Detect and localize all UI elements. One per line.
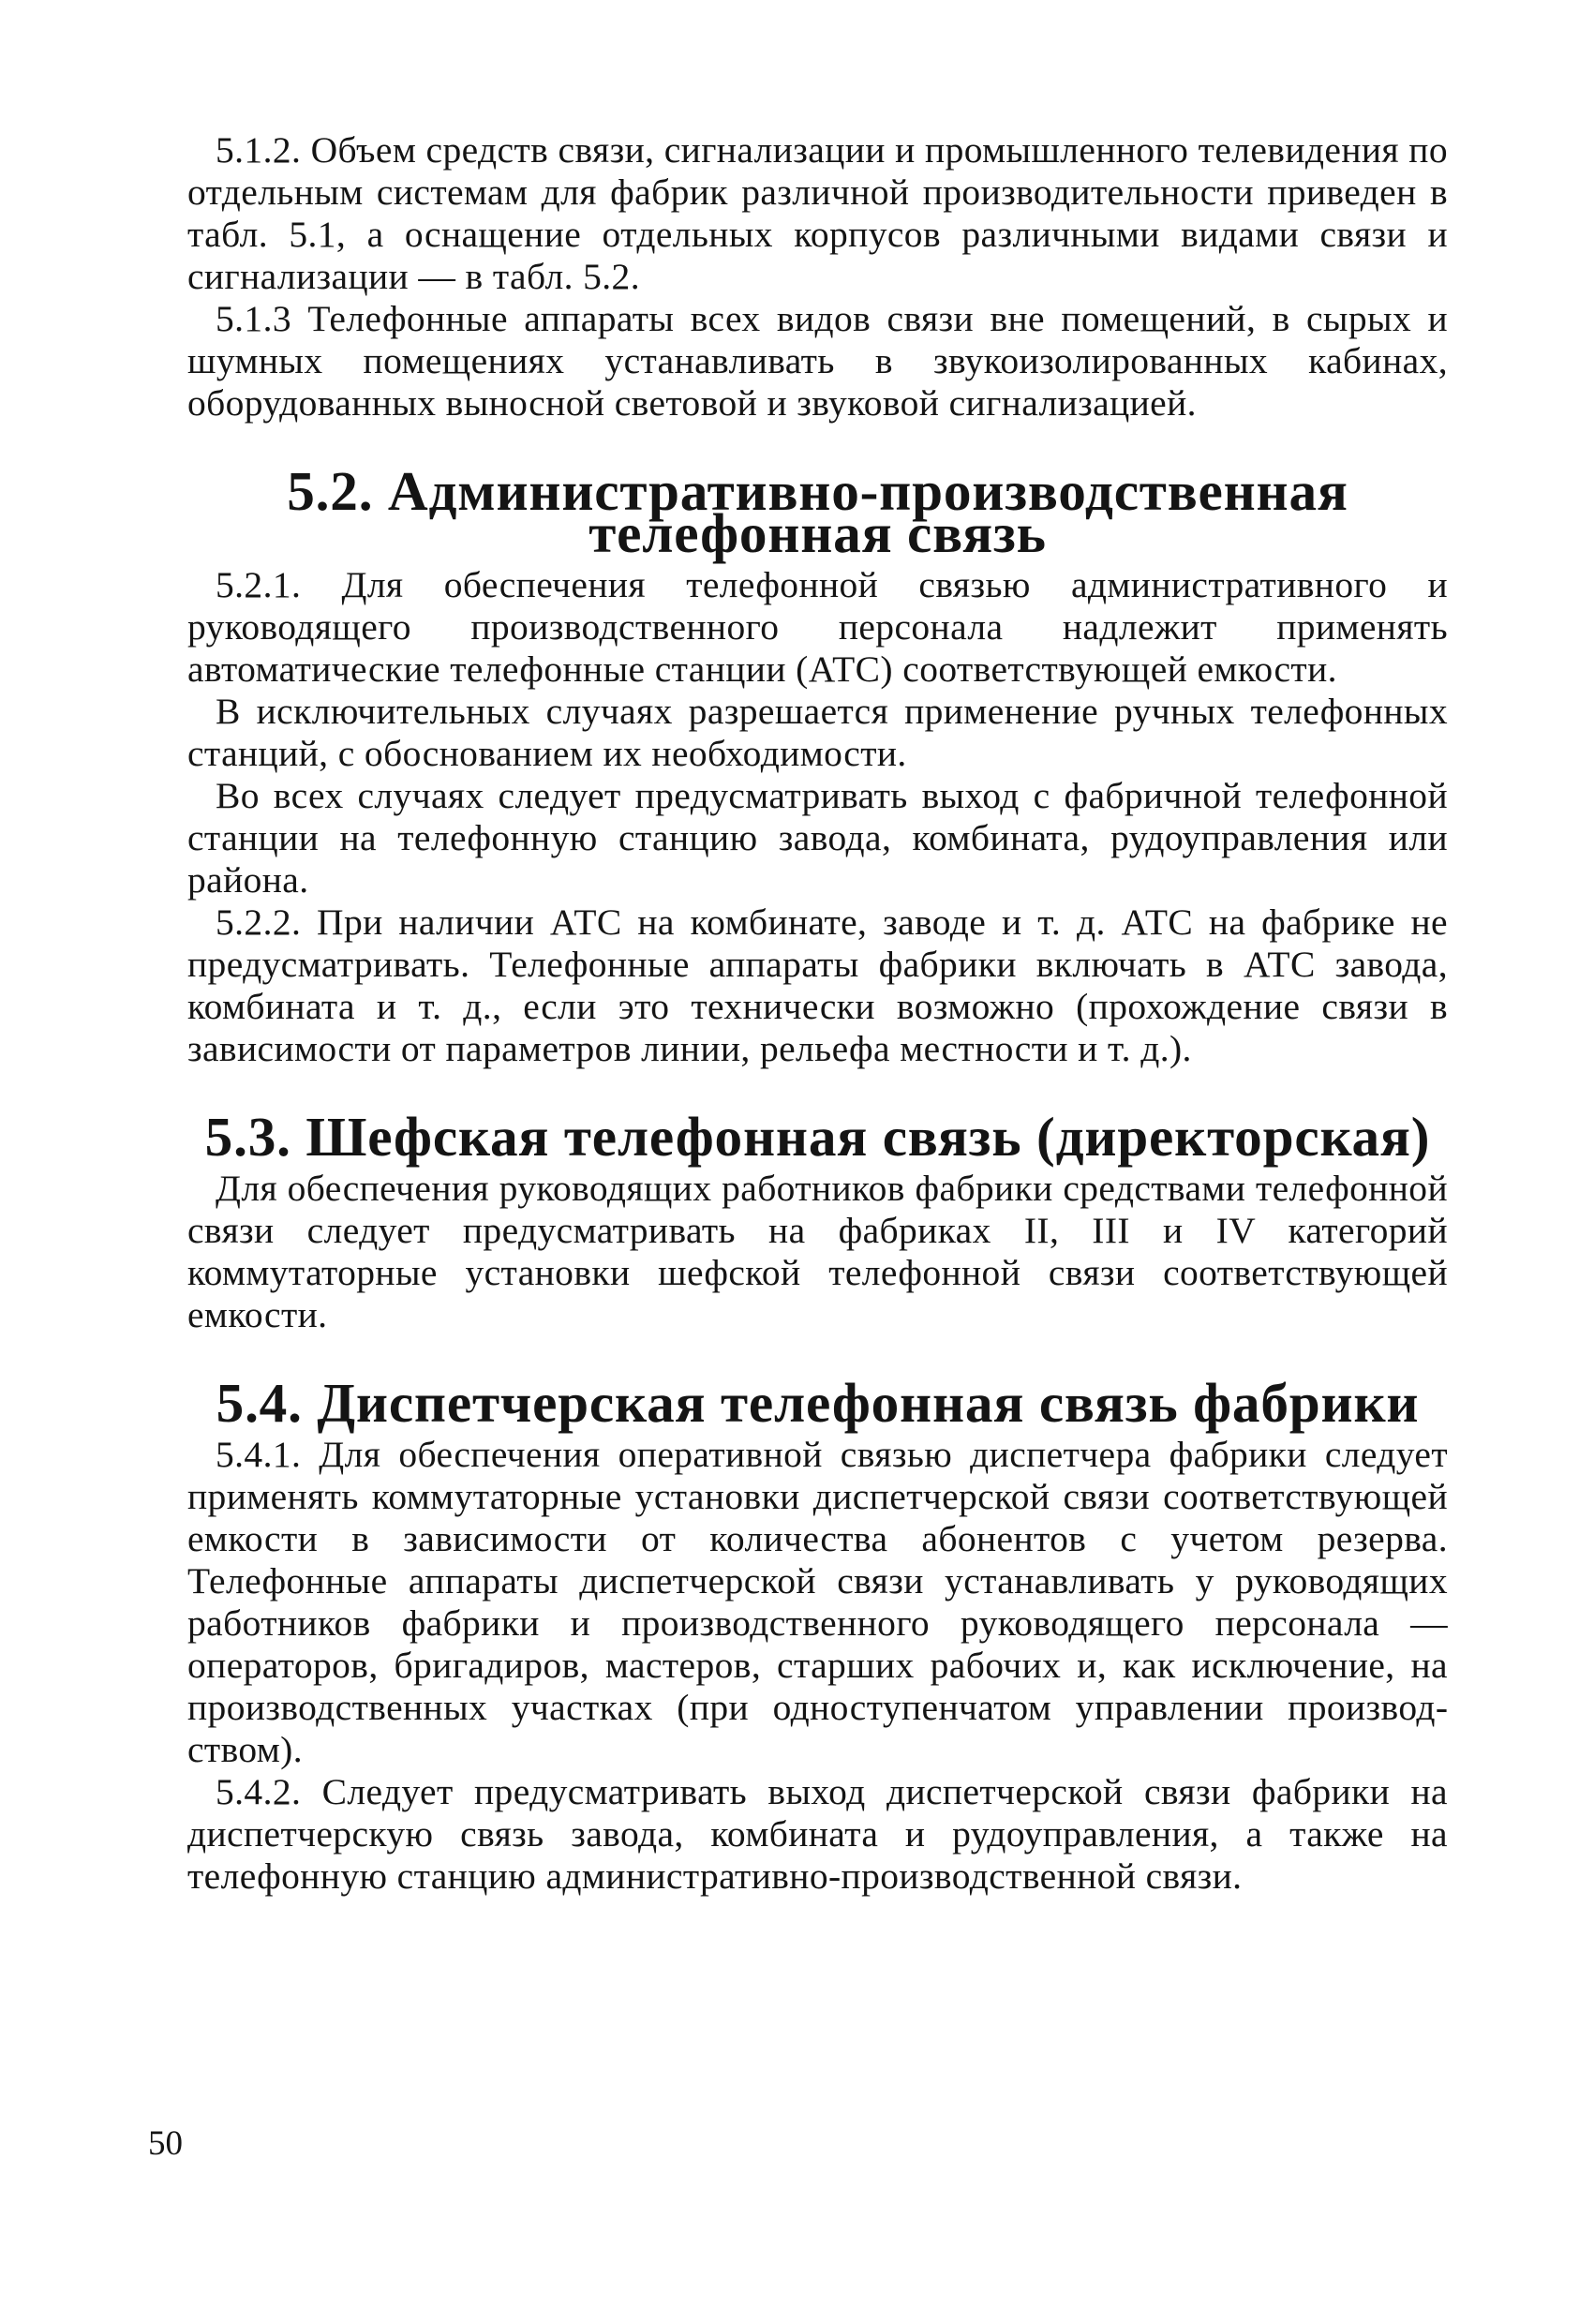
section-heading-5-2: 5.2. Административно-производственная телефонная связь <box>287 460 1348 564</box>
paragraph-5-2-2: 5.2.2. При наличии АТС на комбинате, заводе и т. д. АТС на фабрике не предусматривать. Телефонные аппараты фабрики включать в АТС завода, комбината и т. д., если это технически возможно (прохождение связи в зависимости от параметров линии, рельефа местности и т. д.). <box>187 901 1448 1069</box>
section-heading-5-3: 5.3. Шефская телефонная связь (директорская) <box>204 1106 1431 1168</box>
paragraph-5-4-1: 5.4.1. Для обеспечения оперативной связью диспетчера фабрики следует применять коммутаторные установки диспетчерской связи соответствующей емкости в зависимости от количества абонентов с учетом резерва. Телефонные аппараты диспетчерской связи устанавливать у руководящих работников фабрики и производственного руководящего персонала — операторов, бригадиров, мастеров, старших рабочих и, как исключение, на производственных участках (при одноступенчатом управлении производством). <box>187 1434 1448 1770</box>
section-heading-5-4: 5.4. Диспетчерская телефонная связь фабрики <box>216 1372 1420 1434</box>
paragraph-5-2-1: 5.2.1. Для обеспечения телефонной связью административного и руководящего производственного персонала надлежит применять автоматические телефонные станции (АТС) соответствующей емкости. <box>187 564 1448 690</box>
paragraph-5-4-2: 5.4.2. Следует предусматривать выход диспетчерской связи фабрики на диспетчерскую связь завода, комбината и рудоуправления, а также на телефонную станцию административно-производственной связи. <box>187 1771 1448 1897</box>
paragraph-5-2-1-external-exit: Во всех случаях следует предусматривать выход с фабричной телефонной станции на телефонную станцию завода, комбината, рудоуправления или района. <box>187 775 1448 901</box>
paragraph-5-1-3: 5.1.3 Телефонные аппараты всех видов связи вне помещений, в сырых и шумных помещениях устанавливать в звукоизолированных кабинах, оборудованных выносной световой и звуковой сигнализацией. <box>187 298 1448 424</box>
paragraph-5-1-2: 5.1.2. Объем средств связи, сигнализации и промышленного телевидения по отдельным системам для фабрик различной производительности приведен в табл. 5.1, а оснащение отдельных корпусов различными видами связи и сигнализации — в табл. 5.2. <box>187 129 1448 297</box>
paragraph-5-3: Для обеспечения руководящих работников фабрики средствами телефонной связи следует предусматривать на фабриках II, III и IV категорий коммутаторные установки шефской телефонной связи соответствующей емкости. <box>187 1168 1448 1335</box>
page-body <box>187 129 1448 1898</box>
paragraph-5-2-1-exceptions: В исключительных случаях разрешается применение ручных телефонных станций, с обоснованием их необходимости. <box>187 691 1448 774</box>
page-number: 50 <box>148 2124 183 2163</box>
